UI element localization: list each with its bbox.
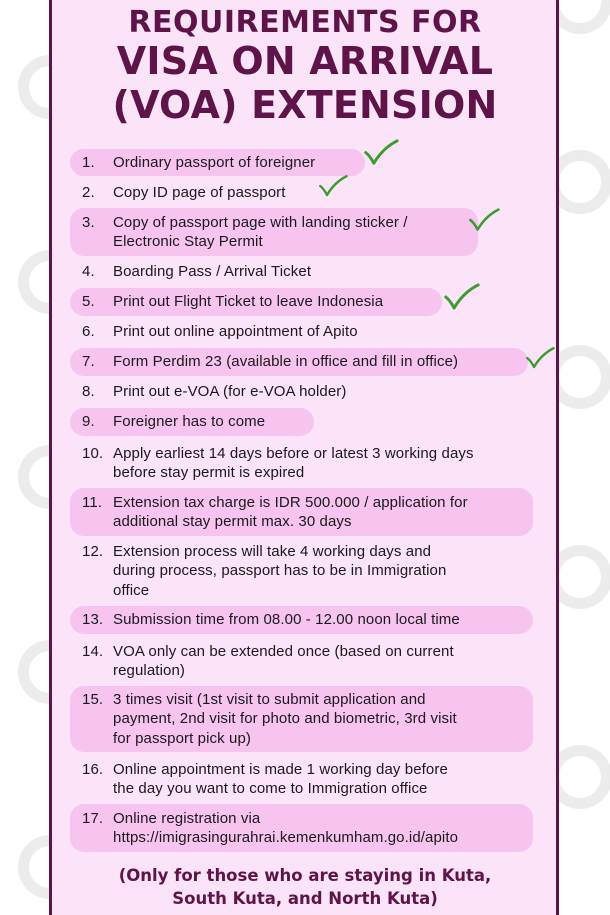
item-number: 1.: [82, 153, 95, 171]
item-number: 12.: [82, 542, 104, 560]
item-text-line: Copy of passport page with landing sticker /: [113, 213, 408, 231]
item-number: 13.: [82, 611, 104, 629]
item-text: [113, 322, 358, 342]
item-text-line: during process, passport has to be in Immigration: [113, 562, 447, 580]
item-text-line: Ordinary passport of foreigner: [113, 153, 316, 171]
item-text: [113, 493, 468, 532]
item-text-line: 3 times visit (1st visit to submit application and: [113, 690, 426, 708]
requirement-item-5: [70, 288, 442, 316]
item-number: 2.: [82, 184, 95, 202]
checkmark-icon: [525, 342, 555, 374]
item-text: [113, 153, 315, 173]
requirement-item-12: [70, 540, 456, 602]
item-number: 11.: [82, 493, 103, 511]
requirement-item-8: [70, 380, 357, 404]
item-text-line: Boarding Pass / Arrival Ticket: [113, 263, 312, 281]
checkmark-icon: [443, 283, 480, 311]
item-text-line: Electronic Stay Permit: [113, 233, 263, 250]
item-text-line: Apply earliest 14 days before or latest 3 working days: [113, 444, 474, 462]
item-text-line: Print out Flight Ticket to leave Indonesia: [113, 293, 384, 311]
checkmark-icon: [468, 202, 500, 238]
item-number: 6.: [82, 323, 95, 341]
item-number: 14.: [82, 642, 104, 660]
checkmark-icon: [318, 173, 348, 199]
item-text-line: for passport pick up): [113, 729, 251, 747]
requirement-item-2: [70, 180, 296, 206]
item-text: [113, 412, 265, 432]
item-text-line: before stay permit is expired: [113, 464, 305, 481]
item-text-line: payment, 2nd visit for photo and biometric, 3rd visit: [113, 710, 457, 728]
item-number: 17.: [82, 809, 104, 827]
item-text-line: Print out e-VOA (for e-VOA holder): [113, 383, 347, 401]
item-text: [113, 690, 457, 749]
item-text-line: Form Perdim 23 (available in office and fill in office): [113, 353, 459, 371]
title-line-2: VISA ON ARRIVAL: [116, 39, 494, 83]
item-text: [113, 760, 448, 799]
requirement-item-3: [70, 208, 478, 256]
item-number: 15.: [82, 690, 104, 708]
item-number: 7.: [82, 353, 95, 371]
item-text-line: VOA only can be extended once (based on current: [113, 642, 454, 660]
requirement-item-1: [70, 149, 365, 176]
item-text-line: Copy ID page of passport: [113, 184, 286, 202]
item-text: [113, 292, 383, 312]
item-text-line: Submission time from 08.00 - 12.00 noon local time: [113, 611, 460, 629]
requirement-item-14: [70, 640, 464, 682]
item-text: [113, 262, 311, 282]
item-text: [113, 610, 460, 630]
requirement-item-6: [70, 320, 368, 344]
item-text-line: Foreigner has to come: [113, 413, 266, 431]
item-text: [113, 642, 454, 681]
item-number: 3.: [82, 213, 95, 231]
item-text-line: Extension process will take 4 working days and: [113, 542, 432, 560]
requirement-item-13: [70, 606, 533, 634]
item-text: [113, 213, 408, 252]
item-number: 4.: [82, 263, 95, 281]
item-number: 16.: [82, 760, 104, 778]
item-text-line: https://imigrasingurahrai.kemenkumham.go.id/apito: [113, 829, 459, 846]
requirement-item-17: [70, 804, 533, 852]
item-text-line: the day you want to come to Immigration office: [113, 780, 428, 797]
item-text-line: Print out online appointment of Apito: [113, 323, 358, 341]
item-text-line: Extension tax charge is IDR 500.000 / application for: [113, 493, 468, 511]
item-text: [113, 382, 347, 402]
item-text-line: Online appointment is made 1 working day before: [113, 760, 448, 778]
checkmark-icon: [362, 139, 400, 166]
requirement-item-16: [70, 758, 458, 800]
item-number: 5.: [82, 293, 95, 311]
item-text-line: additional stay permit max. 30 days: [113, 513, 352, 530]
item-text: [113, 542, 446, 601]
title-line-1: REQUIREMENTS FOR: [128, 5, 482, 40]
requirement-item-4: [70, 260, 321, 284]
item-text: [113, 444, 474, 483]
item-text: [113, 183, 286, 203]
item-text-line: Online registration via: [113, 809, 261, 827]
title-line-3: (VOA) EXTENSION: [112, 83, 498, 127]
requirement-item-7: [70, 348, 528, 376]
requirement-item-11: [70, 488, 533, 536]
item-text: [113, 352, 458, 372]
item-text-line: office: [113, 581, 150, 599]
footer-line-2: South Kuta, and North Kuta): [172, 889, 438, 908]
item-number: 10.: [82, 444, 104, 462]
requirement-item-10: [70, 442, 484, 484]
footer-line-1: (Only for those who are staying in Kuta,: [118, 866, 492, 885]
requirement-item-15: [70, 686, 533, 752]
item-number: 8.: [82, 383, 95, 401]
requirement-item-9: [70, 408, 314, 436]
item-text: [113, 809, 458, 848]
item-number: 9.: [82, 413, 95, 431]
item-text-line: regulation): [113, 662, 185, 679]
footer-note: [0, 864, 610, 910]
